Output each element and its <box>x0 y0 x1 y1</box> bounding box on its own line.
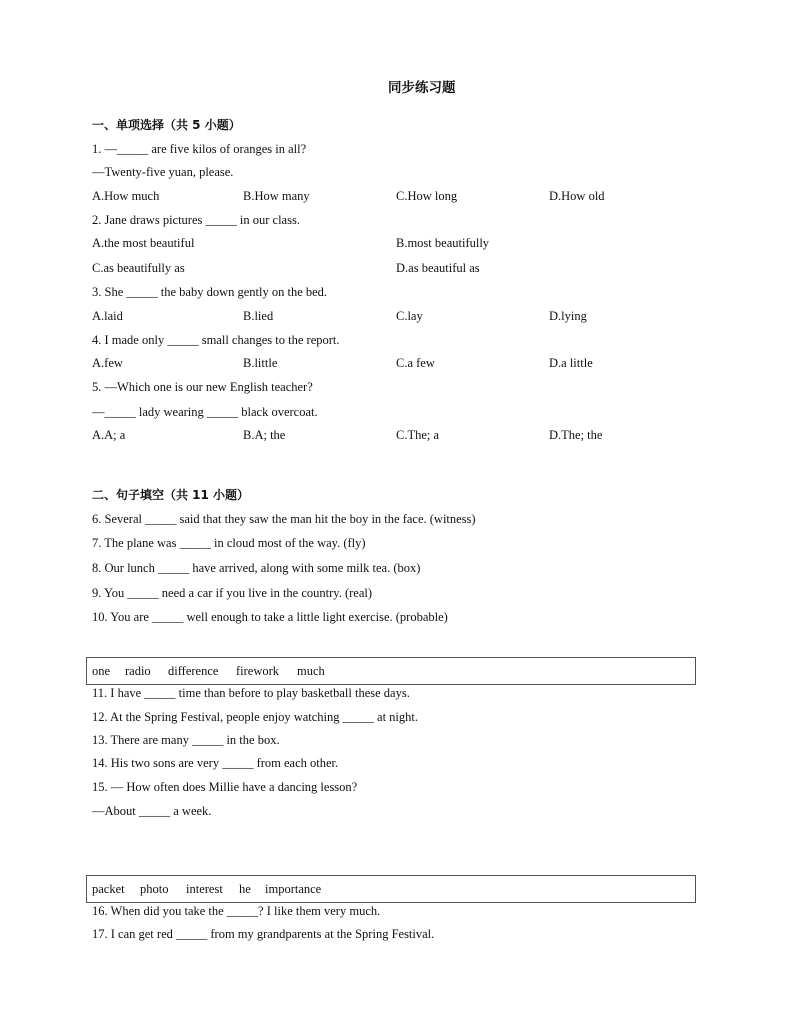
question-17: 17. I can get red _____ from my grandparents at the Spring Festival. <box>92 927 435 941</box>
question-4-option-b: B.little <box>243 356 278 370</box>
question-13: 13. There are many _____ in the box. <box>92 733 280 747</box>
question-1-option-b: B.How many <box>243 189 310 203</box>
question-3-option-a: A.laid <box>92 309 123 323</box>
word-bank-2-word: interest <box>186 882 223 896</box>
question-11: 11. I have _____ time than before to play basketball these days. <box>92 686 410 700</box>
question-1-option-a: A.How much <box>92 189 160 203</box>
question-2-option-b: B.most beautifully <box>396 236 490 250</box>
question-4-option-d: D.a little <box>549 356 593 370</box>
question-15-reply: —About _____ a week. <box>92 804 212 818</box>
word-bank-box-2 <box>86 875 696 903</box>
word-bank-2-word: packet <box>92 882 125 896</box>
question-2-stem: 2. Jane draws pictures _____ in our class. <box>92 213 300 227</box>
question-1-stem: 1. —_____ are five kilos of oranges in all? <box>92 142 307 156</box>
word-bank-1-word: firework <box>236 664 280 678</box>
question-2-option-d: D.as beautiful as <box>396 261 480 275</box>
question-4-option-a: A.few <box>92 356 123 370</box>
question-9: 9. You _____ need a car if you live in the country. (real) <box>92 586 373 600</box>
question-5-option-b: B.A; the <box>243 428 286 442</box>
word-bank-box-1 <box>86 657 696 685</box>
question-7: 7. The plane was _____ in cloud most of the way. (fly) <box>92 536 366 550</box>
question-14: 14. His two sons are very _____ from each other. <box>92 756 339 770</box>
question-3-option-b: B.lied <box>243 309 274 323</box>
word-bank-2-word: importance <box>265 882 322 896</box>
page-title: 同步练习题 <box>388 80 456 96</box>
question-4-option-c: C.a few <box>396 356 435 370</box>
question-3-option-c: C.lay <box>396 309 423 323</box>
question-5-option-c: C.The; a <box>396 428 440 442</box>
question-4-stem: 4. I made only _____ small changes to the report. <box>92 333 340 347</box>
word-bank-1-word: much <box>297 664 325 678</box>
question-3-stem: 3. She _____ the baby down gently on the bed. <box>92 285 328 299</box>
question-8: 8. Our lunch _____ have arrived, along with some milk tea. (box) <box>92 561 421 575</box>
question-2-option-a: A.the most beautiful <box>92 236 195 250</box>
question-5-option-d: D.The; the <box>549 428 603 442</box>
word-bank-2-word: photo <box>140 882 169 896</box>
section-2-heading: 二、句子填空（共 11 小题） <box>92 488 250 502</box>
question-15: 15. — How often does Millie have a dancing lesson? <box>92 780 358 794</box>
question-2-option-c: C.as beautifully as <box>92 261 185 275</box>
question-5-reply: —_____ lady wearing _____ black overcoat. <box>92 405 318 419</box>
word-bank-1-word: radio <box>125 664 151 678</box>
question-16: 16. When did you take the _____? I like them very much. <box>92 904 381 918</box>
question-6: 6. Several _____ said that they saw the man hit the boy in the face. (witness) <box>92 512 476 526</box>
section-1-heading: 一、单项选择（共 5 小题） <box>92 118 241 132</box>
question-5-option-a: A.A; a <box>92 428 126 442</box>
word-bank-1-word: one <box>92 664 111 678</box>
question-12: 12. At the Spring Festival, people enjoy watching _____ at night. <box>92 710 419 724</box>
question-5-stem: 5. —Which one is our new English teacher? <box>92 380 313 394</box>
question-3-option-d: D.lying <box>549 309 587 323</box>
question-1-option-d: D.How old <box>549 189 605 203</box>
question-1-reply: —Twenty-five yuan, please. <box>92 165 234 179</box>
question-1-option-c: C.How long <box>396 189 458 203</box>
word-bank-2-word: he <box>239 882 251 896</box>
word-bank-1-word: difference <box>168 664 219 678</box>
question-10: 10. You are _____ well enough to take a little light exercise. (probable) <box>92 610 448 624</box>
